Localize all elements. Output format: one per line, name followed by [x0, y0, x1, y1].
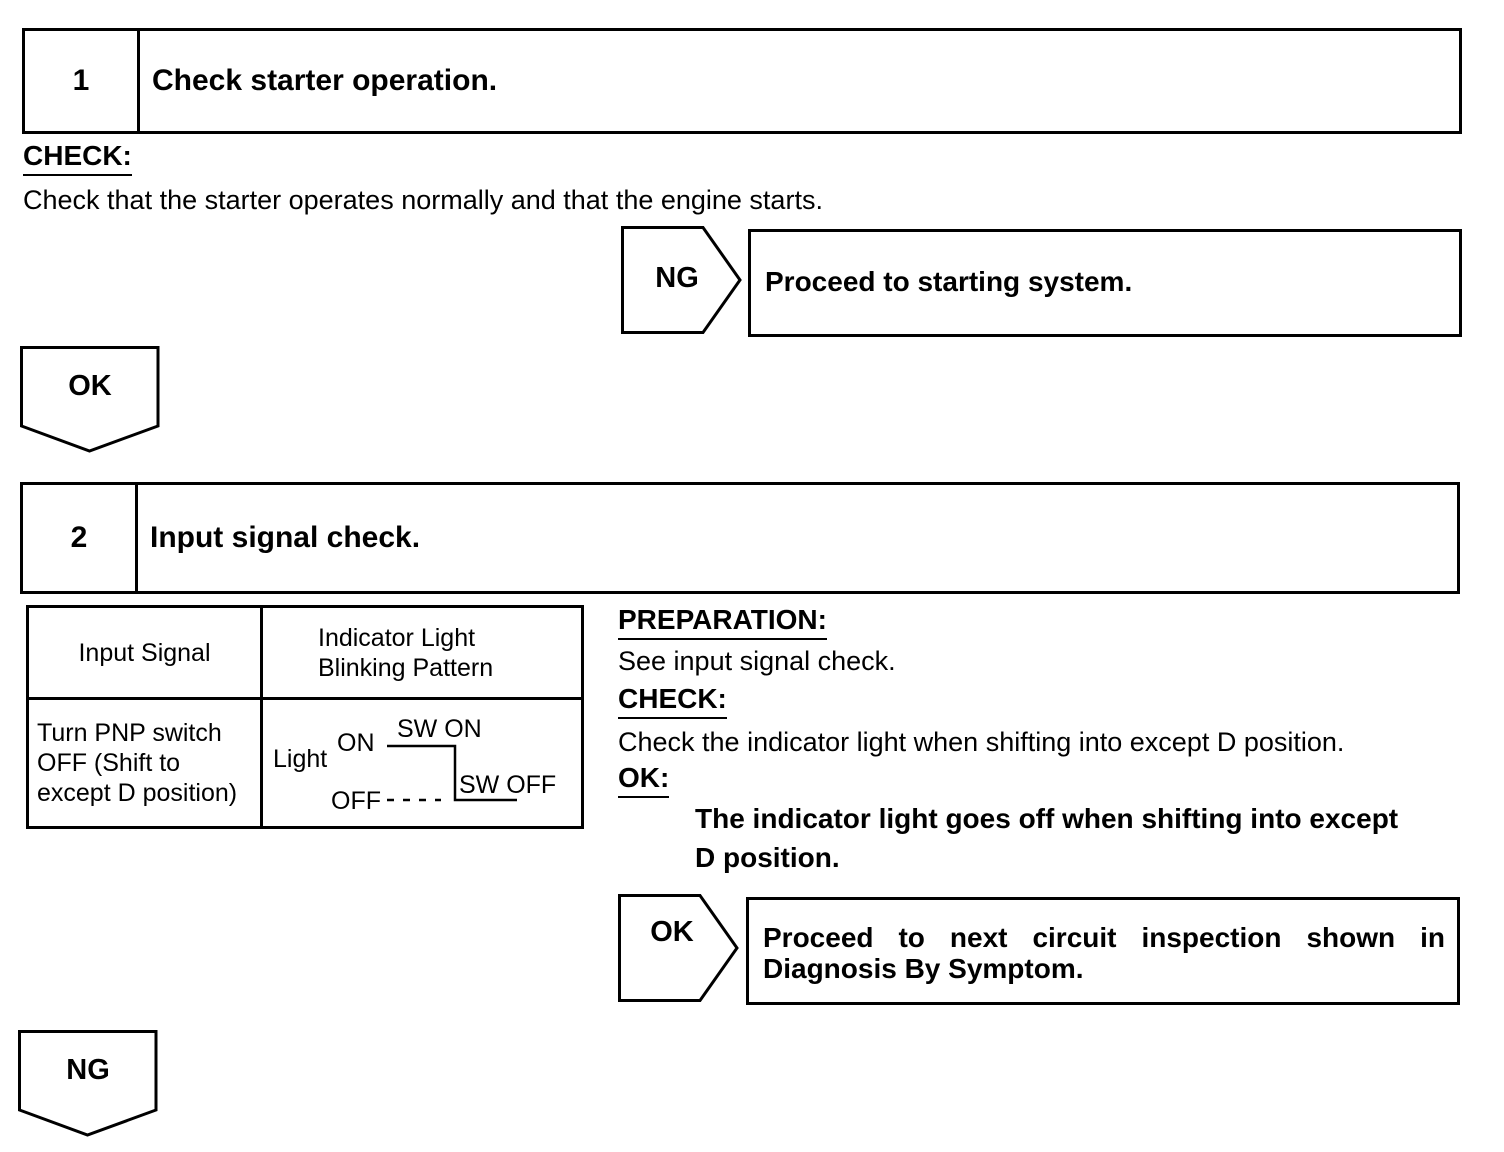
step-2-check-heading: CHECK: [618, 683, 727, 719]
step-1-ok-label: OK [68, 370, 112, 402]
step-2-ok-result [746, 897, 1460, 1005]
step-2-header [20, 482, 1460, 594]
step-2-ok-label: OK [650, 916, 694, 948]
step-1-ng-result-text: Proceed to starting system. [765, 266, 1133, 297]
table-row-input-line1: Turn PNP switch [37, 719, 222, 747]
diagram-sw-off-label: SW OFF [459, 771, 557, 799]
step-1-check-text: Check that the starter operates normally and that the engine starts. [23, 185, 823, 215]
step-2-preparation-heading: PREPARATION: [618, 604, 827, 640]
blinking-pattern-diagram [262, 699, 583, 828]
table-header-pattern-line1: Indicator Light [318, 623, 476, 652]
step-2-preparation-text: See input signal check. [618, 646, 896, 676]
step-2-ok-heading: OK: [618, 762, 669, 798]
step-2-ok-result-line1: Proceed to next circuit inspection shown in [763, 922, 1445, 953]
diagram-sw-on-label: SW ON [397, 715, 482, 743]
step-2-title: Input signal check. [150, 521, 421, 554]
step-1-check-heading: CHECK: [23, 140, 132, 176]
step-1-title: Check starter operation. [152, 64, 498, 97]
table-header-pattern-line2: Blinking Pattern [318, 653, 494, 682]
diagram-off-label: OFF [331, 787, 381, 815]
step-1-number: 1 [25, 31, 140, 131]
diagram-on-label: ON [337, 729, 375, 757]
step-1-ng-result [748, 229, 1462, 337]
input-signal-table [26, 605, 584, 829]
diagram-waveform-icon [263, 700, 581, 826]
table-row-input-signal [28, 699, 262, 828]
step-2-ok-line1: The indicator light goes off when shifting into except [695, 803, 1399, 834]
table-header-blinking-pattern [262, 607, 583, 699]
table-row-input-line2: OFF (Shift to [37, 749, 181, 777]
step-1-ng-label: NG [655, 262, 699, 294]
table-header-input-signal [28, 607, 262, 699]
step-2-check-text: Check the indicator light when shifting into except D position. [618, 727, 1345, 757]
table-row-input-line3: except D position) [37, 779, 238, 807]
table-header-input-signal-text: Input Signal [78, 638, 211, 667]
step-2-ok-result-line2: Diagnosis By Symptom. [763, 953, 1084, 984]
step-1-header [22, 28, 1462, 134]
step-2-ng-label: NG [66, 1054, 110, 1086]
step-2-number: 2 [23, 485, 138, 591]
step-2-ok-line2: D position. [695, 842, 840, 873]
diagram-light-label: Light [273, 745, 328, 773]
